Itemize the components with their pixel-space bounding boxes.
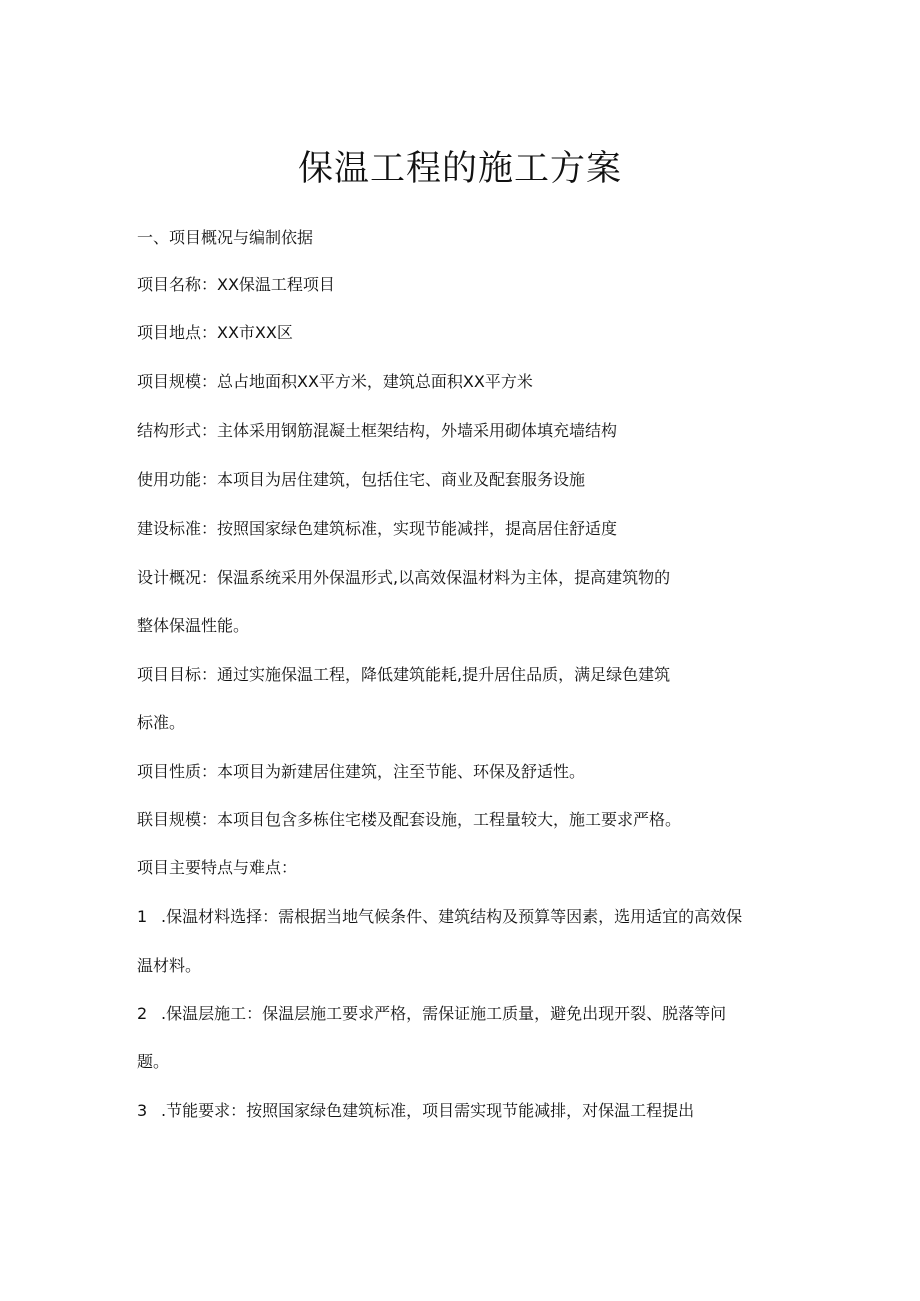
document-title: 保温工程的施工方案 bbox=[297, 149, 622, 189]
usage-function-line: 使用功能：本项目为居住建筑，包括住宅、商业及配套服务设施 bbox=[137, 470, 586, 489]
list-item-2-line-2: 题。 bbox=[137, 1052, 170, 1071]
section-heading: 一、项目概况与编制依据 bbox=[137, 228, 314, 247]
list-item-2-line-1 bbox=[137, 1003, 726, 1025]
features-heading: 项目主要特点与难点： bbox=[137, 858, 298, 877]
design-overview-line-2: 整体保温性能。 bbox=[137, 616, 250, 635]
list-item-3-line-1 bbox=[137, 1100, 694, 1122]
project-name-line: 项目名称：XX保温工程项目 bbox=[137, 275, 335, 294]
project-goal-line-1: 项目目标：通过实施保温工程，降低建筑能耗,提升居住品质，满足绿色建筑 bbox=[137, 665, 671, 684]
list-text: .保温层施工：保温层施工要求严格，需保证施工质量，避免出现开裂、脱落等问 bbox=[161, 1004, 727, 1023]
list-number: 1 bbox=[137, 907, 148, 926]
structure-form-line: 结构形式：主体采用钢筋混凝土框架结构，外墙采用砌体填充墙结构 bbox=[137, 421, 618, 440]
project-nature-line: 项目性质：本项目为新建居住建筑，注至节能、环保及舒适性。 bbox=[137, 762, 586, 781]
list-text: .节能要求：按照国家绿色建筑标准，项目需实现节能减排，对保温工程提出 bbox=[161, 1101, 695, 1120]
list-number: 3 bbox=[137, 1101, 148, 1120]
list-text: .保温材料选择：需根据当地气候条件、建筑结构及预算等因素，选用适宜的高效保 bbox=[161, 907, 743, 926]
list-item-1-line-1 bbox=[137, 906, 742, 928]
list-number: 2 bbox=[137, 1004, 148, 1023]
design-overview-line-1: 设计概况：保温系统采用外保温形式,以高效保温材料为主体，提高建筑物的 bbox=[137, 568, 671, 587]
list-item-1-line-2: 温材料。 bbox=[137, 956, 202, 975]
project-scale-2-line: 联目规模：本项目包含多栋住宅楼及配套设施，工程量较大，施工要求严格。 bbox=[137, 810, 682, 829]
construction-standard-line: 建设标准：按照国家绿色建筑标准，实现节能减拌，提高居住舒适度 bbox=[137, 519, 618, 538]
project-goal-line-2: 标准。 bbox=[137, 713, 186, 732]
project-scale-line: 项目规模：总占地面积XX平方米，建筑总面积XX平方米 bbox=[137, 372, 533, 391]
project-location-line: 项目地点：XX市XX区 bbox=[137, 323, 293, 342]
